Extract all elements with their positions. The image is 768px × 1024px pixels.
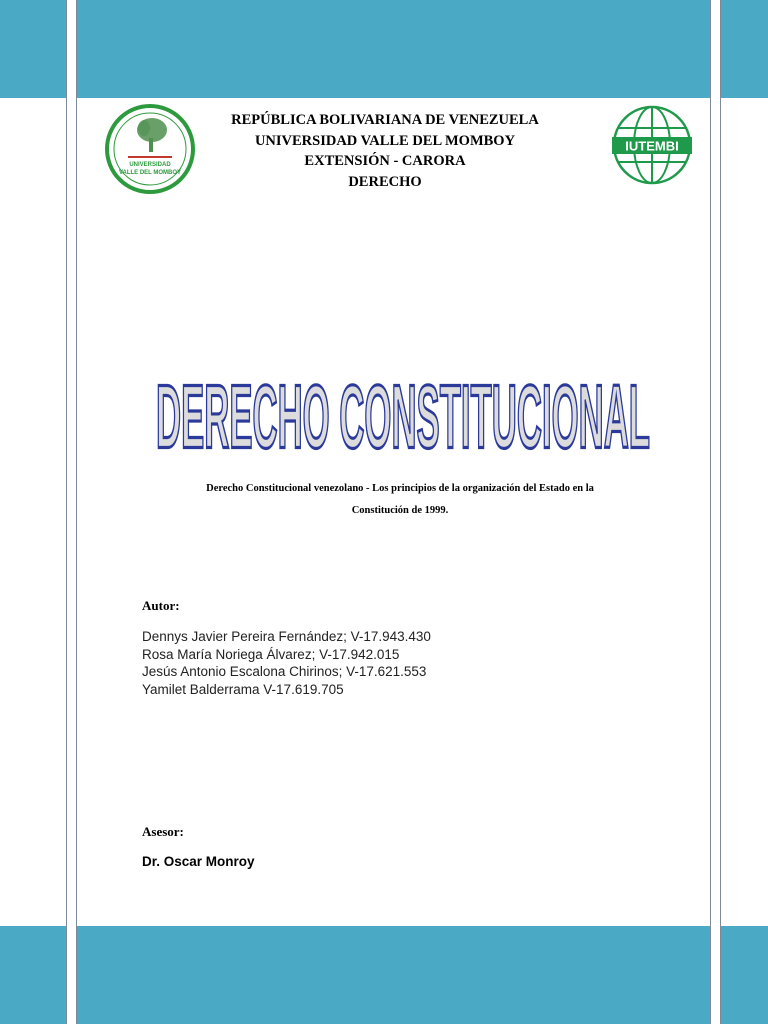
top-band-center — [76, 0, 710, 98]
logo-left-text-line1: UNIVERSIDAD — [129, 162, 171, 168]
subtitle-line1: Derecho Constitucional venezolano - Los principios de la organización del Estado en la — [206, 483, 594, 494]
author-item: Rosa María Noriega Álvarez; V-17.942.015 — [142, 646, 400, 662]
document-title: DERECHO CONSTITUCIONAL — [156, 380, 651, 468]
subtitle-line2: Constitución de 1999. — [351, 505, 449, 516]
header-line-program: DERECHO — [348, 173, 422, 190]
author-item: Jesús Antonio Escalona Chirinos; V-17.621.553 — [142, 664, 427, 679]
asesor-label: Asesor: — [142, 824, 184, 839]
left-border-line-outer — [66, 0, 67, 1024]
author-list — [142, 628, 431, 698]
bottom-band-left — [0, 926, 66, 1024]
author-item: Dennys Javier Pereira Fernández; V-17.943.430 — [142, 629, 431, 644]
autor-label: Autor: — [142, 598, 180, 613]
document-title-wordart — [150, 380, 656, 470]
top-band-left — [0, 0, 66, 98]
right-border-line-inner — [710, 0, 711, 1024]
bottom-band-right — [720, 926, 768, 1024]
logo-right-text: IUTEMBI — [625, 138, 679, 154]
header-line-republic: REPÚBLICA BOLIVARIANA DE VENEZUELA — [231, 112, 539, 128]
author-item: Yamilet Balderrama V-17.619.705 — [142, 681, 344, 697]
header-line-university: UNIVERSIDAD VALLE DEL MOMBOY — [254, 132, 516, 149]
institution-header — [180, 110, 590, 192]
left-border-line-inner — [76, 0, 77, 1024]
logo-left-text-line2: VALLE DEL MOMBOY — [118, 170, 182, 176]
right-border-line-outer — [720, 0, 721, 1024]
top-band-right — [720, 0, 768, 98]
asesor-name: Dr. Oscar Monroy — [142, 854, 255, 869]
bottom-band-center — [76, 926, 710, 1024]
document-subtitle — [150, 478, 650, 522]
header-line-extension: EXTENSIÓN - CARORA — [304, 153, 466, 169]
iutembi-logo — [610, 104, 694, 186]
